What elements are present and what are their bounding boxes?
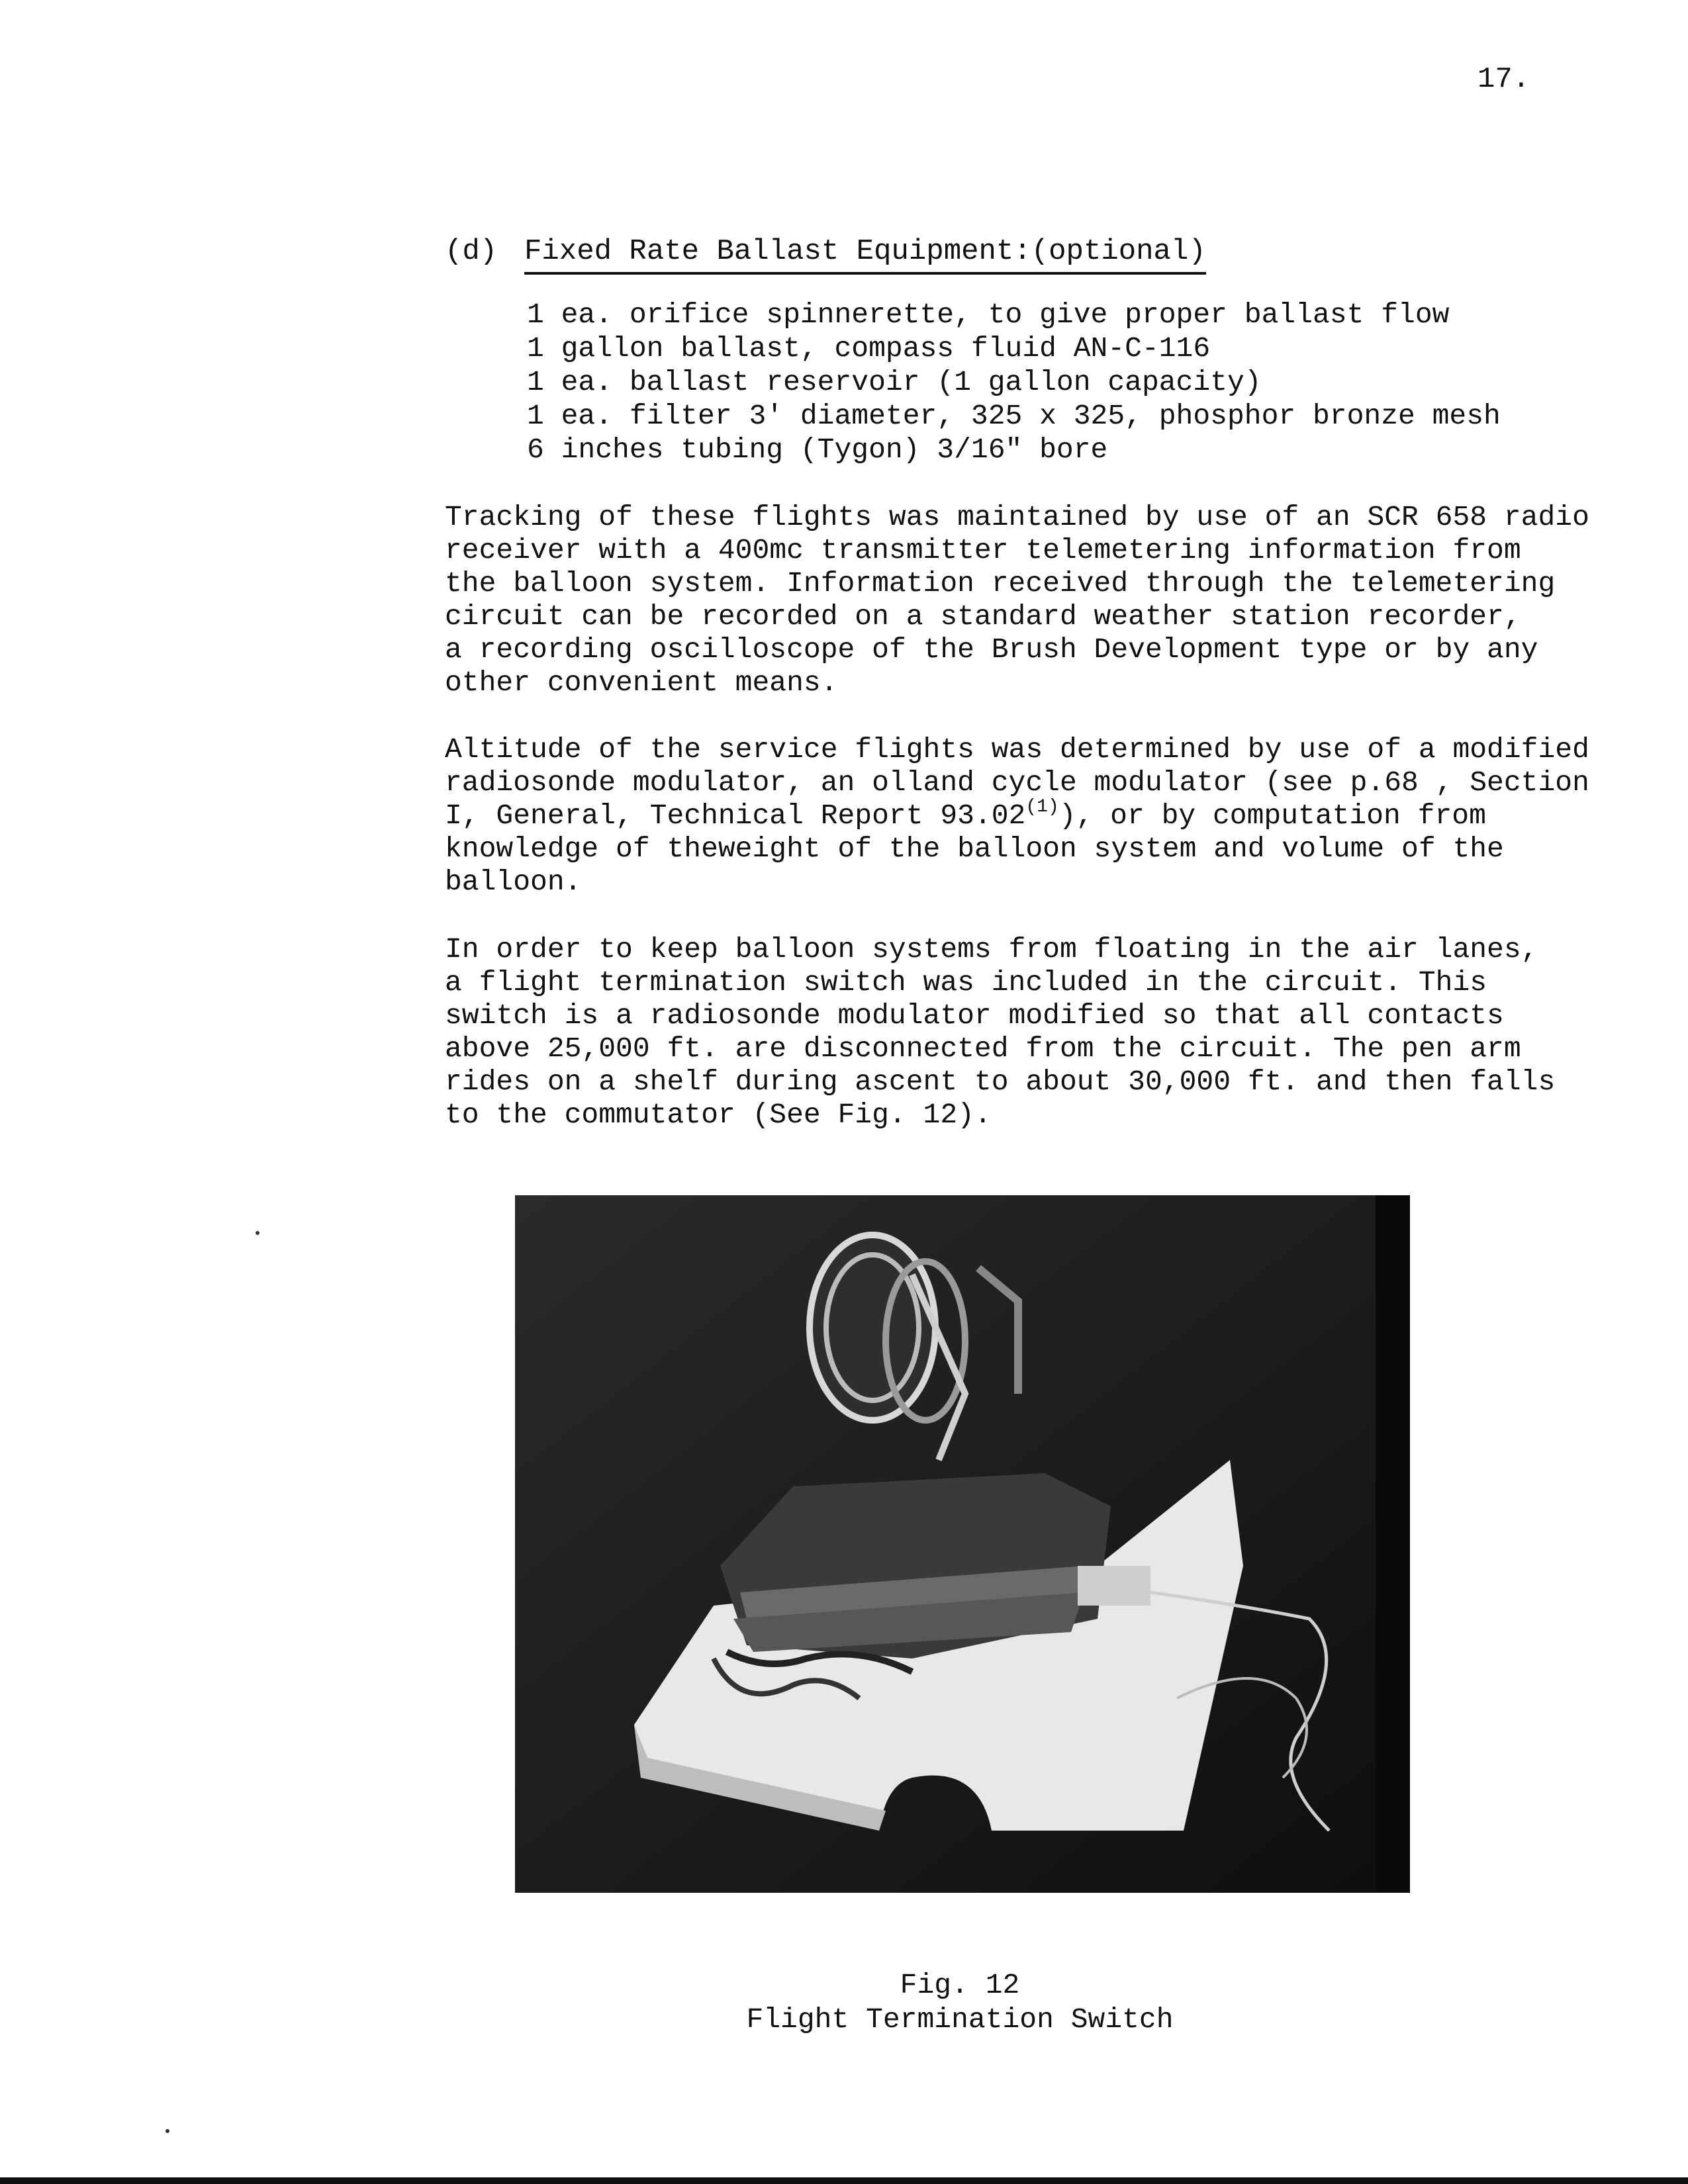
scan-edge — [0, 2177, 1688, 2184]
figure-photo — [515, 1195, 1410, 1893]
footnote-marker: (1) — [1025, 797, 1059, 817]
tracking-paragraph — [445, 501, 1589, 700]
equipment-item: 1 gallon ballast, compass fluid AN-C-116 — [527, 332, 1211, 365]
section-title: Fixed Rate Ballast Equipment:(optional) — [524, 235, 1206, 275]
paragraph-line: circuit can be recorded on a standard weather station recorder, — [445, 600, 1521, 633]
altitude-paragraph — [445, 733, 1589, 899]
paragraph-line: to the commutator (See Fig. 12). — [445, 1099, 992, 1131]
report-reference: I, General, Technical Report 93.02 — [445, 799, 1026, 832]
paragraph-line: above 25,000 ft. are disconnected from the circuit. The pen arm — [445, 1032, 1521, 1065]
equipment-item: 1 ea. orifice spinnerette, to give proper ballast flow — [527, 298, 1450, 331]
paragraph-line: Altitude of the service flights was determined by use of a modified — [445, 733, 1589, 766]
paragraph-line: a recording oscilloscope of the Brush Development type or by any — [445, 633, 1538, 666]
figure-title: Flight Termination Switch — [746, 2003, 1174, 2036]
paragraph-line: radiosonde modulator, an olland cycle modulator (see p.68 , Section — [445, 766, 1589, 799]
scan-speck — [256, 1231, 259, 1235]
paragraph-line: other convenient means. — [445, 666, 838, 699]
paragraph-line: Tracking of these flights was maintained by use of an SCR 658 radio — [445, 501, 1589, 533]
scan-speck — [165, 2129, 169, 2133]
equipment-list — [527, 298, 1501, 467]
paragraph-line: switch is a radiosonde modulator modified so that all contacts — [445, 999, 1504, 1032]
paragraph-text: ), or by computation from — [1058, 799, 1486, 832]
paragraph-line: balloon. — [445, 866, 582, 898]
paragraph-line: In order to keep balloon systems from floating in the air lanes, — [445, 933, 1538, 966]
figure-caption — [0, 1968, 1688, 2037]
paragraph-line — [445, 799, 1589, 833]
section-label: (d) — [445, 235, 498, 268]
page-number: 17. — [1477, 63, 1530, 96]
equipment-item: 1 ea. ballast reservoir (1 gallon capacity) — [527, 366, 1262, 398]
paragraph-line: a flight termination switch was included in the circuit. This — [445, 966, 1487, 999]
figure-number: Fig. 12 — [900, 1969, 1020, 2001]
paragraph-line: rides on a shelf during ascent to about 30,000 ft. and then falls — [445, 1066, 1556, 1098]
flight-termination-switch-photo — [515, 1195, 1410, 1893]
paragraph-line: the balloon system. Information received through the telemetering — [445, 567, 1556, 600]
section-heading — [445, 235, 1206, 275]
termination-paragraph — [445, 933, 1555, 1132]
paragraph-line: knowledge of theweight of the balloon system and volume of the — [445, 833, 1504, 865]
equipment-item: 1 ea. filter 3' diameter, 325 x 325, phosphor bronze mesh — [527, 400, 1501, 432]
paragraph-line: receiver with a 400mc transmitter telemetering information from — [445, 534, 1521, 567]
equipment-item: 6 inches tubing (Tygon) 3/16" bore — [527, 433, 1108, 466]
